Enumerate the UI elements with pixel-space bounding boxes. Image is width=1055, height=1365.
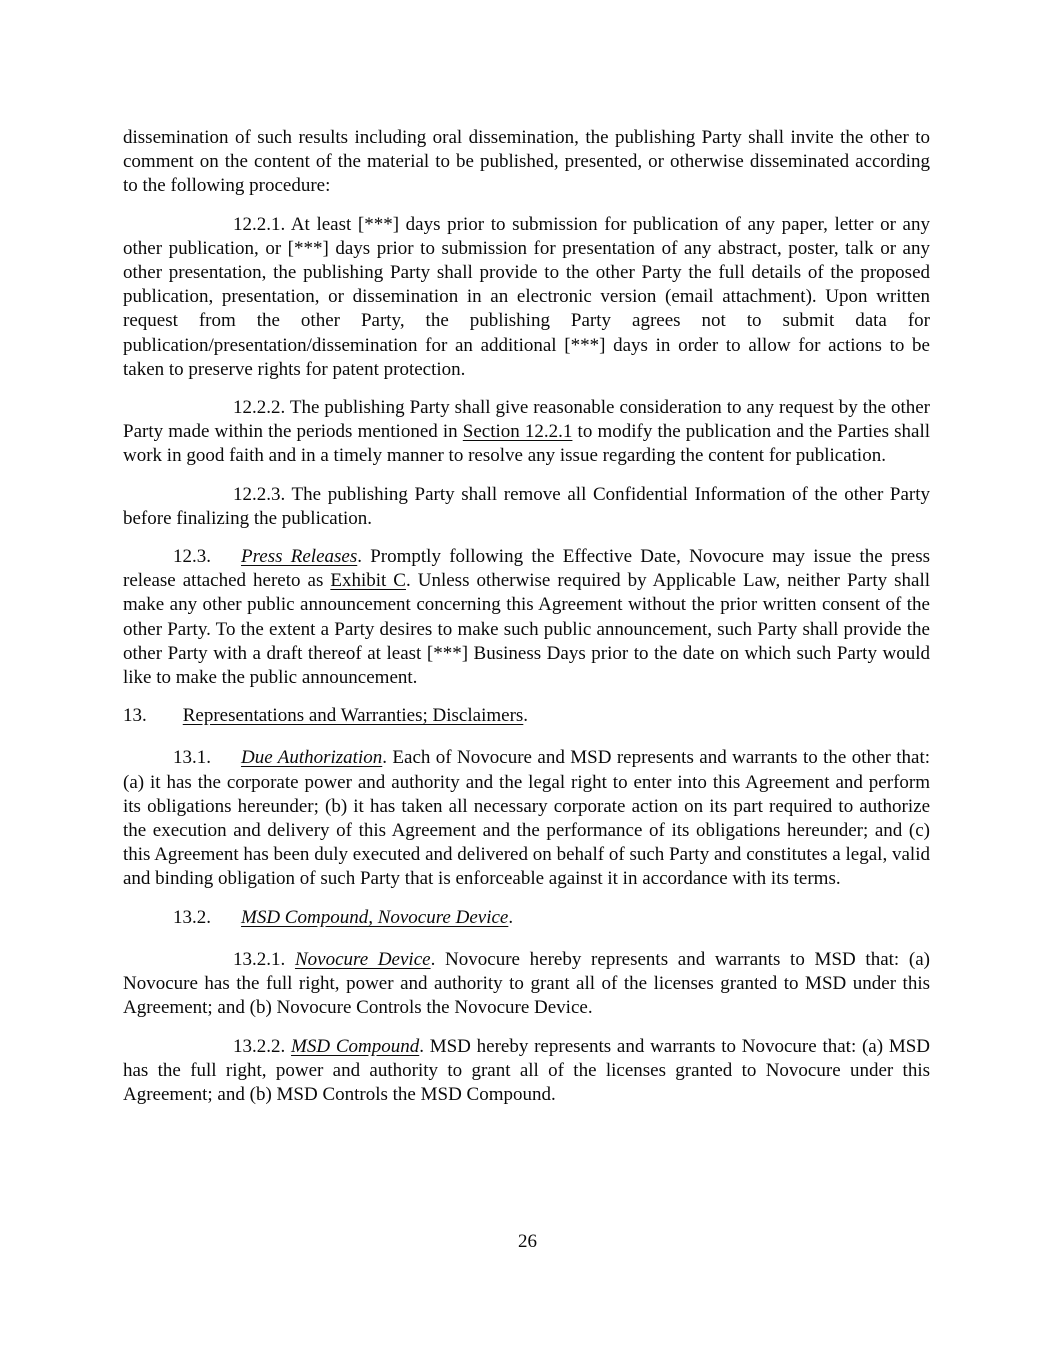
text-run: . Promptly following the Effective Date, Novocure may issue the press release attached hereto as [123,546,930,592]
text-run: MSD Compound, Novocure Device [241,906,509,928]
document-body [123,126,930,1121]
paragraph [123,746,930,891]
text-run: 12.2.3. The publishing Party shall remove all Confidential Information of the other Party before finalizing the publication. [123,483,930,529]
text-run: 12.2.1. At least [***] days prior to submission for publication of any paper, letter or any other publication, or [***] days prior to submission for presentation of any abstract, poster, talk or any other presentation, the publishing Party shall provide to the other Party the full details of the proposed publication, presentation, or dissemination in an electronic version (email attachment). Upon written request from the other Party, the publishing Party agrees not to submit data for publication/presentation/dissemination for an additional [***] days in order to allow for actions to be taken to preserve rights for patent protection. [123,213,930,380]
text-run: dissemination of such results including oral dissemination, the publishing Party shall invite the other to comment on the content of the material to be published, presented, or otherwise disseminated according to the following procedure: [123,127,930,197]
paragraph [123,126,930,199]
text-run: 13.1. [173,747,211,769]
text-run: MSD Compound [291,1035,420,1057]
text-run: . [523,705,529,727]
text-run: 13.2.2. [233,1035,292,1057]
paragraph [123,704,930,728]
text-run: 12.3. [173,546,211,568]
text-run: . [508,906,514,928]
paragraph [123,213,930,382]
text-run: Section 12.2.1 [462,421,573,443]
text-run: . Each of Novocure and MSD represents and warrants to the other that: (a) it has the corporate power and authority and the legal right to enter into this Agreement and perform its obligations hereunder; (b) it has taken all necessary corporate action on its part required to authorize the execution and delivery of this Agreement and the performance of its obligations hereunder; and (c) this Agreement has been duly executed and delivered on behalf of such Party and constitutes a legal, valid and binding obligation of such Party that is enforceable against it in accordance with its terms. [123,747,931,890]
text-run: 13.2. [173,906,211,928]
paragraph [123,396,930,469]
paragraph [123,1035,930,1108]
text-run: Press Releases [241,546,358,568]
text-run: . Novocure hereby represents and warrants to MSD that: (a) Novocure has the full right, power and authority to grant all of the licenses granted to MSD under this Agreement; and (b) Novocure Controls the Novocure Device. [123,948,931,1019]
text-run: Novocure Device [294,948,431,970]
text-run: 13.2.1. [233,948,295,970]
text-run: Exhibit C [330,570,406,592]
text-run: Representations and Warranties; Disclaimers [182,705,524,727]
text-run: Due Authorization [241,747,383,769]
paragraph [123,483,930,531]
page-number: 26 [518,1231,537,1252]
paragraph [123,948,930,1021]
text-run: 13. [123,705,147,727]
text-run: . MSD hereby represents and warrants to Novocure that: (a) MSD has the full right, power and authority to grant all of the licenses granted to Novocure under this Agreement; and (b) MSD Controls the MSD Compound. [123,1035,930,1105]
paragraph [123,906,930,930]
text-run: 12.2.2. The publishing Party shall give reasonable consideration to any request by the other Party made within the periods mentioned in [123,397,930,443]
text-run: to modify the publication and the Parties shall work in good faith and in a timely manner to resolve any issue regarding the content for publication. [123,421,930,467]
paragraph [123,545,930,690]
text-run: . Unless otherwise required by Applicable Law, neither Party shall make any other public announcement concerning this Agreement without the prior written consent of the other Party. To the extent a Party desires to make such public announcement, such Party shall provide the other Party with a draft thereof at least [***] Business Days prior to the date on which such Party would like to make the public announcement. [123,570,930,689]
